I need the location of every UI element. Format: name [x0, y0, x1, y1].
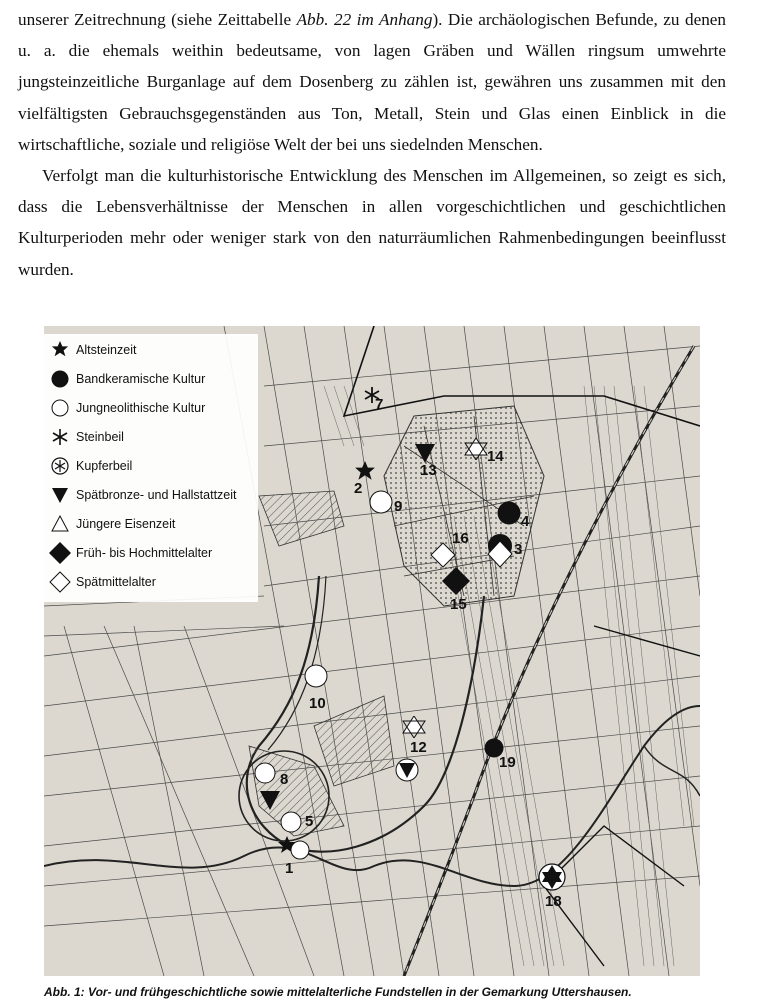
- legend-label: Jungneolithische Kultur: [76, 401, 206, 415]
- legend-item: [44, 452, 258, 480]
- legend-label: Kupferbeil: [76, 459, 133, 473]
- black-diamond-icon: [44, 539, 76, 567]
- circle-with-triangle-icon: [395, 758, 419, 782]
- legend-item: [44, 510, 258, 538]
- white-circle-icon: [254, 762, 276, 784]
- paragraph-1-start: unserer Zeitrechnung (siehe Zeittabelle: [18, 10, 297, 29]
- legend-label: Altsteinzeit: [76, 343, 137, 357]
- site-marker-14: [464, 438, 488, 465]
- circled-snowflake-icon: [44, 452, 76, 480]
- body-text: [18, 4, 726, 285]
- figure-caption: [44, 985, 724, 999]
- legend-label: Spätmittelalter: [76, 575, 156, 589]
- site-number-10: 10: [309, 695, 326, 712]
- legend-item: [44, 394, 258, 422]
- star-of-david-icon: [464, 438, 488, 460]
- black-circle-icon: [44, 365, 76, 393]
- site-number-3: 3: [514, 541, 523, 558]
- site-number-15: 15: [450, 596, 467, 613]
- star-of-david-icon: [402, 716, 426, 738]
- legend-label: Steinbeil: [76, 430, 124, 444]
- legend-item: [44, 336, 258, 364]
- paragraph-1-rest: ). Die archäologischen Befunde, zu denen u. a. die ehemals weithin bedeutsame, von lagen Gräben und Wällen ringsum umwehrte jungsteinzeitliche Burganlage auf dem Dosenberg zu zählen ist, gewähren uns zusammen mit den vielfältigsten Gebrauchsgegenständen aus Ton, Metall, Stein und Glas einen Einblick in die wirtschaftliche, soziale und religiöse Welt der bei uns siedelnden Menschen.: [18, 10, 727, 154]
- legend-label: Spätbronze- und Hallstattzeit: [76, 488, 237, 502]
- white-triangle-up-icon: [44, 510, 76, 538]
- site-number-19: 19: [499, 754, 516, 771]
- site-marker-4: [497, 501, 521, 530]
- map-legend: [44, 334, 258, 602]
- site-marker-12b: [395, 758, 419, 787]
- site-number-14: 14: [487, 448, 504, 465]
- site-marker-8b: [259, 789, 281, 816]
- white-circle-icon: [290, 840, 310, 860]
- site-number-4: 4: [521, 513, 530, 530]
- black-star-icon: [44, 336, 76, 364]
- legend-item: [44, 539, 258, 567]
- site-number-1: 1: [285, 860, 294, 877]
- site-marker-10: [304, 664, 328, 693]
- black-triangle-down-icon: [259, 789, 281, 811]
- paragraph-2: Verfolgt man die kulturhistorische Entwicklung des Menschen im Allgemeinen, so zeigt es sich, dass die Lebensverhältnisse der Menschen in allen vorgeschichtlichen und geschichtlichen Kulturperioden mehr oder weniger stark von den naturräumlichen Rahmenbedingungen beeinflusst wurden.: [18, 166, 726, 279]
- site-number-8: 8: [280, 771, 289, 788]
- site-marker-3: [487, 533, 513, 578]
- black-triangle-down-icon: [44, 481, 76, 509]
- black-diamond-icon: [442, 567, 470, 595]
- site-number-13: 13: [420, 462, 437, 479]
- white-circle-icon: [304, 664, 328, 688]
- white-circle-icon: [369, 490, 393, 514]
- legend-label: Bandkeramische Kultur: [76, 372, 206, 386]
- legend-label: Früh- bis Hochmittelalter: [76, 546, 213, 560]
- site-marker-5: [280, 811, 302, 838]
- site-number-16: 16: [452, 530, 469, 547]
- caption-label: Abb. 1:: [44, 985, 85, 999]
- site-marker-9: [369, 490, 393, 519]
- snowflake-icon: [44, 423, 76, 451]
- site-number-2: 2: [354, 480, 363, 497]
- black-triangle-down-icon: [414, 442, 436, 464]
- legend-item: [44, 365, 258, 393]
- site-number-12: 12: [410, 739, 427, 756]
- white-circle-icon: [44, 394, 76, 422]
- white-circle-icon: [280, 811, 302, 833]
- site-number-9: 9: [394, 498, 403, 515]
- site-marker-18: [538, 862, 566, 897]
- site-number-18: 18: [545, 893, 562, 910]
- black-circle-icon: [497, 501, 521, 525]
- site-number-7: 7: [375, 396, 384, 413]
- site-number-5: 5: [305, 813, 314, 830]
- legend-item: [44, 568, 258, 596]
- star-in-circle-icon: [538, 862, 566, 892]
- white-diamond-icon: [44, 568, 76, 596]
- site-marker-8: [254, 762, 276, 789]
- legend-item: [44, 481, 258, 509]
- caption-text: Vor- und frühgeschichtliche sowie mittelalterliche Fundstellen in der Gemarkung Uttershausen.: [84, 985, 632, 999]
- figure-reference: Abb. 22 im Anhang: [296, 10, 433, 29]
- legend-label: Jüngere Eisenzeit: [76, 517, 176, 531]
- paragraph-1: [18, 4, 726, 160]
- legend-item: [44, 423, 258, 451]
- circle-and-diamond-icon: [487, 533, 513, 573]
